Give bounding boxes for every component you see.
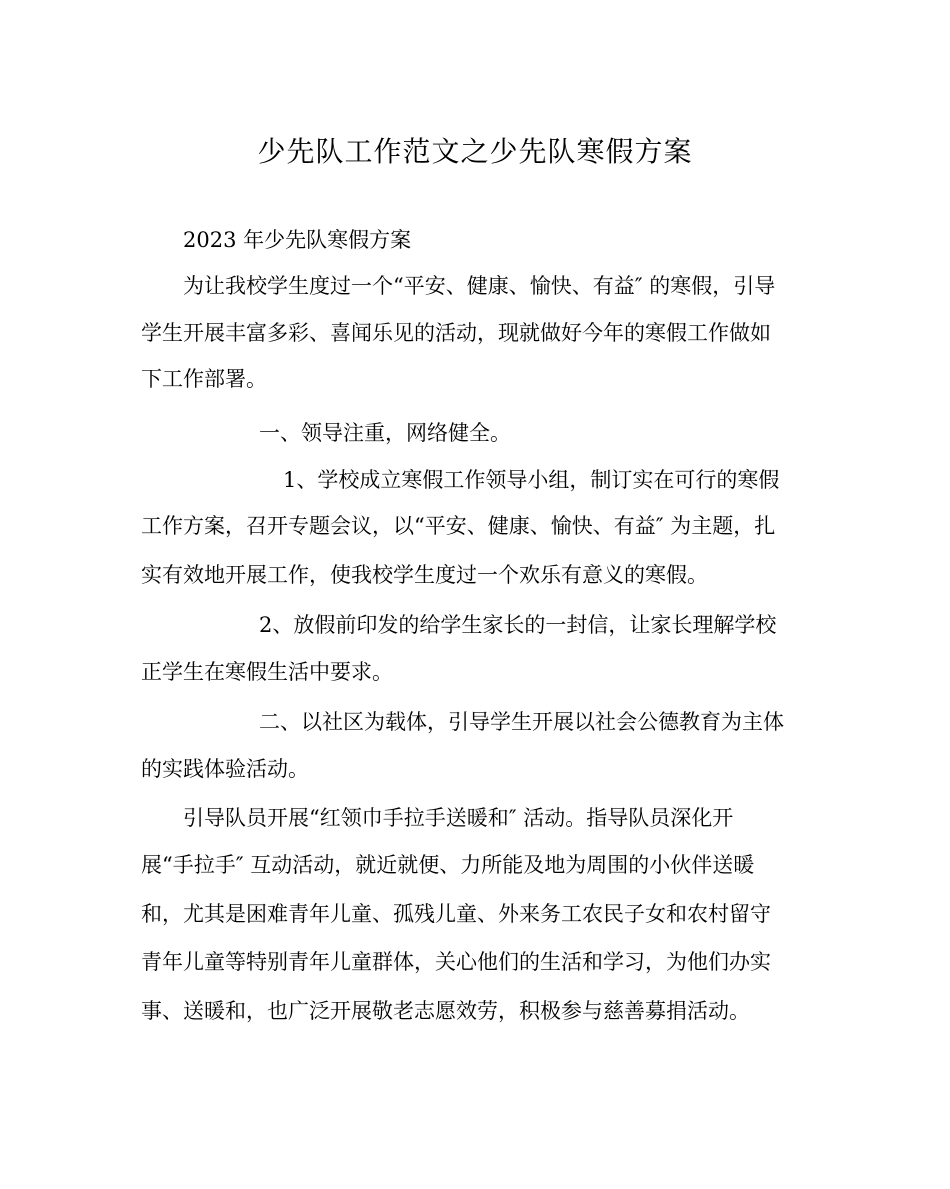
- paragraph-line: 2、放假前印发的给学生家长的一封信，让家长理解学校: [259, 613, 777, 637]
- section-heading: 二、以社区为载体，引导学生开展以社会公德教育为主体: [259, 710, 784, 734]
- paragraph-line: 事、送暖和，也广泛开展敬老志愿效劳，积极参与慈善募捐活动。: [141, 999, 750, 1023]
- document-title: 少先队工作范文之少先队寒假方案: [257, 135, 693, 168]
- paragraph-line: 1、学校成立寒假工作领导小组，制订实在可行的寒假: [283, 468, 780, 492]
- paragraph-line: 学生开展丰富多彩、喜闻乐见的活动，现就做好今年的寒假工作做如: [141, 321, 771, 345]
- section-heading: 的实践体验活动。: [141, 757, 309, 781]
- paragraph-line: 下工作部署。: [141, 367, 267, 391]
- paragraph-line: 实有效地开展工作，使我校学生度过一个欢乐有意义的寒假。: [141, 563, 708, 587]
- paragraph-line: 引导队员开展“红领巾手拉手送暖和″ 活动。指导队员深化开: [183, 806, 734, 830]
- plan-subtitle: 2023 年少先队寒假方案: [183, 228, 412, 252]
- paragraph-line: 正学生在寒假生活中要求。: [141, 660, 393, 684]
- paragraph-line: 青年儿童等特别青年儿童群体，关心他们的生活和学习，为他们办实: [141, 950, 771, 974]
- paragraph-line: 为让我校学生度过一个“平安、健康、愉快、有益″ 的寒假，引导: [183, 274, 776, 298]
- section-heading: 一、领导注重，网络健全。: [259, 421, 511, 445]
- paragraph-line: 工作方案，召开专题会议，以“平安、健康、愉快、有益″ 为主题，扎: [141, 514, 776, 538]
- paragraph-line: 和，尤其是困难青年儿童、孤残儿童、外来务工农民子女和农村留守: [141, 902, 771, 926]
- paragraph-line: 展“手拉手″ 互动活动，就近就便、力所能及地为周围的小伙伴送暖: [141, 853, 755, 877]
